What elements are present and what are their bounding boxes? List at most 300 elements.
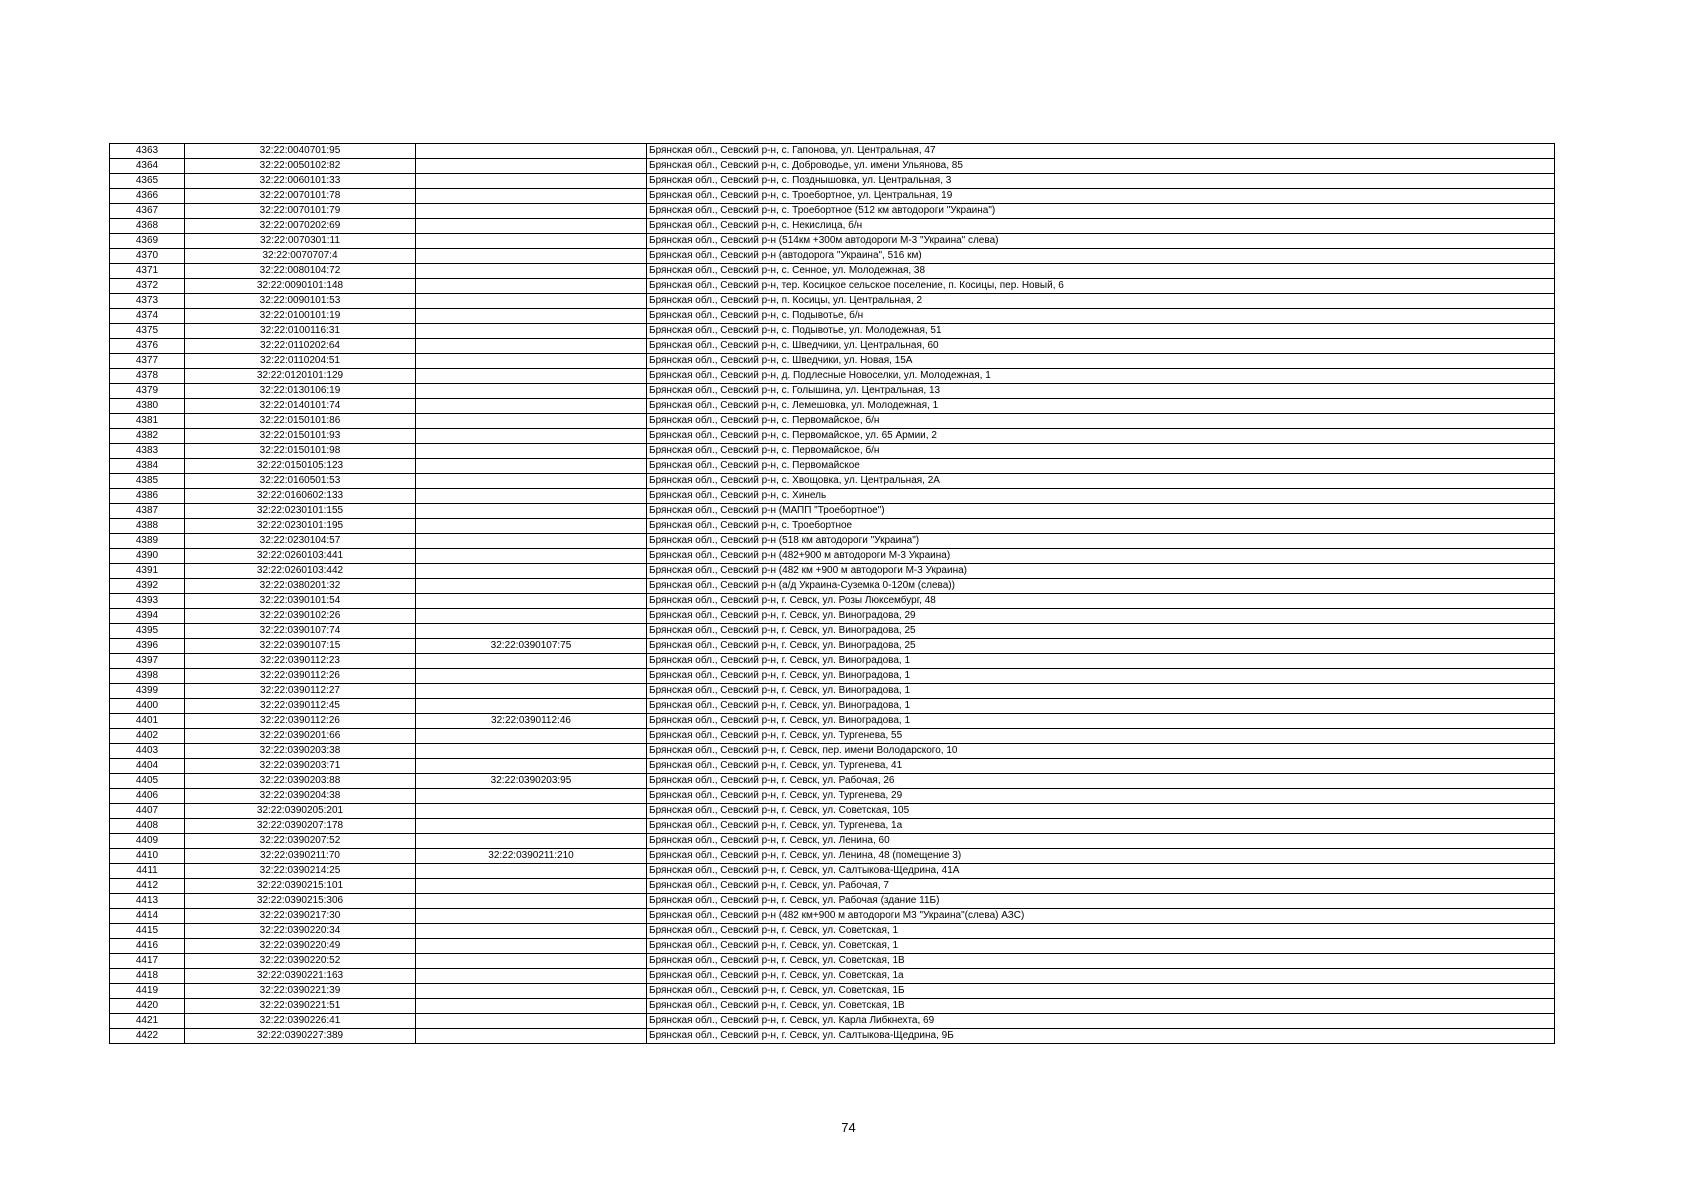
address-cell: Брянская обл., Севский р-н, с. Шведчики, ул. Центральная, 60	[647, 339, 1555, 354]
address-cell: Брянская обл., Севский р-н, г. Севск, ул. Виноградова, 25	[647, 624, 1555, 639]
row-number-cell: 4377	[110, 354, 185, 369]
cadastral-number-cell: 32:22:0160501:53	[185, 474, 416, 489]
address-cell: Брянская обл., Севский р-н (482 км +900 м автодороги М-3 Украина)	[647, 564, 1555, 579]
cadastral-number-cell: 32:22:0120101:129	[185, 369, 416, 384]
table-row	[110, 309, 1555, 324]
cadastral-number-cell: 32:22:0150105:123	[185, 459, 416, 474]
table-row	[110, 219, 1555, 234]
related-cadastral-number-cell	[416, 939, 647, 954]
cadastral-number-cell: 32:22:0100101:19	[185, 309, 416, 324]
related-cadastral-number-cell	[416, 429, 647, 444]
related-cadastral-number-cell: 32:22:0390107:75	[416, 639, 647, 654]
related-cadastral-number-cell	[416, 819, 647, 834]
related-cadastral-number-cell	[416, 399, 647, 414]
address-cell: Брянская обл., Севский р-н, г. Севск, ул. Советская, 1	[647, 939, 1555, 954]
cadastral-number-cell: 32:22:0390226:41	[185, 1014, 416, 1029]
address-cell: Брянская обл., Севский р-н, с. Первомайское, б/н	[647, 414, 1555, 429]
address-cell: Брянская обл., Севский р-н, г. Севск, ул. Виноградова, 1	[647, 654, 1555, 669]
related-cadastral-number-cell	[416, 549, 647, 564]
related-cadastral-number-cell	[416, 789, 647, 804]
row-number-cell: 4413	[110, 894, 185, 909]
row-number-cell: 4410	[110, 849, 185, 864]
address-cell: Брянская обл., Севский р-н, с. Позднышовка, ул. Центральная, 3	[647, 174, 1555, 189]
related-cadastral-number-cell	[416, 984, 647, 999]
address-cell: Брянская обл., Севский р-н, с. Лемешовка, ул. Молодежная, 1	[647, 399, 1555, 414]
cadastral-number-cell: 32:22:0130106:19	[185, 384, 416, 399]
table-row	[110, 834, 1555, 849]
related-cadastral-number-cell	[416, 279, 647, 294]
table-row	[110, 789, 1555, 804]
row-number-cell: 4414	[110, 909, 185, 924]
address-cell: Брянская обл., Севский р-н, г. Севск, ул. Виноградова, 29	[647, 609, 1555, 624]
row-number-cell: 4396	[110, 639, 185, 654]
related-cadastral-number-cell	[416, 294, 647, 309]
property-table	[109, 143, 1555, 1044]
related-cadastral-number-cell	[416, 339, 647, 354]
row-number-cell: 4416	[110, 939, 185, 954]
address-cell: Брянская обл., Севский р-н, с. Хинель	[647, 489, 1555, 504]
address-cell: Брянская обл., Севский р-н, п. Косицы, ул. Центральная, 2	[647, 294, 1555, 309]
table-row	[110, 774, 1555, 789]
row-number-cell: 4368	[110, 219, 185, 234]
related-cadastral-number-cell	[416, 744, 647, 759]
cadastral-number-cell: 32:22:0150101:86	[185, 414, 416, 429]
row-number-cell: 4364	[110, 159, 185, 174]
table-row	[110, 864, 1555, 879]
row-number-cell: 4369	[110, 234, 185, 249]
related-cadastral-number-cell	[416, 1029, 647, 1044]
table-row	[110, 504, 1555, 519]
cadastral-number-cell: 32:22:0390215:306	[185, 894, 416, 909]
address-cell: Брянская обл., Севский р-н, г. Севск, ул. Салтыкова-Щедрина, 41А	[647, 864, 1555, 879]
table-row	[110, 579, 1555, 594]
related-cadastral-number-cell	[416, 174, 647, 189]
address-cell: Брянская обл., Севский р-н, с. Подывотье, ул. Молодежная, 51	[647, 324, 1555, 339]
row-number-cell: 4383	[110, 444, 185, 459]
cadastral-number-cell: 32:22:0390203:71	[185, 759, 416, 774]
table-row	[110, 999, 1555, 1014]
row-number-cell: 4400	[110, 699, 185, 714]
address-cell: Брянская обл., Севский р-н, г. Севск, ул. Виноградова, 25	[647, 639, 1555, 654]
cadastral-number-cell: 32:22:0100116:31	[185, 324, 416, 339]
row-number-cell: 4388	[110, 519, 185, 534]
row-number-cell: 4422	[110, 1029, 185, 1044]
cadastral-number-cell: 32:22:0070707:4	[185, 249, 416, 264]
address-cell: Брянская обл., Севский р-н, г. Севск, ул. Советская, 1	[647, 924, 1555, 939]
table-row	[110, 144, 1555, 159]
table-row	[110, 759, 1555, 774]
address-cell: Брянская обл., Севский р-н, г. Севск, ул. Советская, 105	[647, 804, 1555, 819]
related-cadastral-number-cell	[416, 519, 647, 534]
related-cadastral-number-cell	[416, 534, 647, 549]
table-row	[110, 804, 1555, 819]
related-cadastral-number-cell	[416, 594, 647, 609]
row-number-cell: 4370	[110, 249, 185, 264]
address-cell: Брянская обл., Севский р-н (518 км автодороги "Украина")	[647, 534, 1555, 549]
row-number-cell: 4402	[110, 729, 185, 744]
cadastral-number-cell: 32:22:0260103:442	[185, 564, 416, 579]
address-cell: Брянская обл., Севский р-н, с. Голышина, ул. Центральная, 13	[647, 384, 1555, 399]
cadastral-number-cell: 32:22:0390207:178	[185, 819, 416, 834]
address-cell: Брянская обл., Севский р-н (а/д Украина-Суземка 0-120м (слева))	[647, 579, 1555, 594]
address-cell: Брянская обл., Севский р-н, с. Гапонова, ул. Центральная, 47	[647, 144, 1555, 159]
related-cadastral-number-cell	[416, 609, 647, 624]
address-cell: Брянская обл., Севский р-н, с. Шведчики, ул. Новая, 15А	[647, 354, 1555, 369]
address-cell: Брянская обл., Севский р-н, с. Троебортное, ул. Центральная, 19	[647, 189, 1555, 204]
address-cell: Брянская обл., Севский р-н, г. Севск, ул. Ленина, 60	[647, 834, 1555, 849]
address-cell: Брянская обл., Севский р-н, г. Севск, ул. Советская, 1Б	[647, 984, 1555, 999]
table-row	[110, 879, 1555, 894]
cadastral-number-cell: 32:22:0390221:163	[185, 969, 416, 984]
row-number-cell: 4406	[110, 789, 185, 804]
row-number-cell: 4367	[110, 204, 185, 219]
table-row	[110, 204, 1555, 219]
address-cell: Брянская обл., Севский р-н, г. Севск, ул. Салтыкова-Щедрина, 9Б	[647, 1029, 1555, 1044]
address-cell: Брянская обл., Севский р-н, г. Севск, ул. Тургенева, 29	[647, 789, 1555, 804]
row-number-cell: 4418	[110, 969, 185, 984]
row-number-cell: 4415	[110, 924, 185, 939]
table-row	[110, 909, 1555, 924]
cadastral-number-cell: 32:22:0390221:39	[185, 984, 416, 999]
row-number-cell: 4384	[110, 459, 185, 474]
cadastral-number-cell: 32:22:0160602:133	[185, 489, 416, 504]
cadastral-number-cell: 32:22:0070101:78	[185, 189, 416, 204]
table-row	[110, 249, 1555, 264]
related-cadastral-number-cell	[416, 954, 647, 969]
cadastral-number-cell: 32:22:0150101:93	[185, 429, 416, 444]
address-cell: Брянская обл., Севский р-н (482 км+900 м автодороги М3 "Украина"(слева) АЗС)	[647, 909, 1555, 924]
address-cell: Брянская обл., Севский р-н, с. Некислица, б/н	[647, 219, 1555, 234]
address-cell: Брянская обл., Севский р-н, д. Подлесные Новоселки, ул. Молодежная, 1	[647, 369, 1555, 384]
table-row	[110, 639, 1555, 654]
related-cadastral-number-cell	[416, 684, 647, 699]
cadastral-number-cell: 32:22:0390215:101	[185, 879, 416, 894]
cadastral-number-cell: 32:22:0390112:26	[185, 669, 416, 684]
table-row	[110, 744, 1555, 759]
cadastral-number-cell: 32:22:0380201:32	[185, 579, 416, 594]
related-cadastral-number-cell	[416, 804, 647, 819]
related-cadastral-number-cell	[416, 579, 647, 594]
related-cadastral-number-cell	[416, 219, 647, 234]
table-row	[110, 474, 1555, 489]
row-number-cell: 4408	[110, 819, 185, 834]
row-number-cell: 4365	[110, 174, 185, 189]
cadastral-number-cell: 32:22:0060101:33	[185, 174, 416, 189]
related-cadastral-number-cell	[416, 384, 647, 399]
related-cadastral-number-cell	[416, 1014, 647, 1029]
related-cadastral-number-cell	[416, 234, 647, 249]
row-number-cell: 4366	[110, 189, 185, 204]
cadastral-number-cell: 32:22:0390207:52	[185, 834, 416, 849]
address-cell: Брянская обл., Севский р-н, тер. Косицкое сельское поселение, п. Косицы, пер. Новый, 6	[647, 279, 1555, 294]
cadastral-number-cell: 32:22:0080104:72	[185, 264, 416, 279]
property-table-body	[110, 144, 1555, 1044]
address-cell: Брянская обл., Севский р-н, с. Подывотье, б/н	[647, 309, 1555, 324]
table-row	[110, 549, 1555, 564]
address-cell: Брянская обл., Севский р-н, г. Севск, ул. Тургенева, 41	[647, 759, 1555, 774]
table-row	[110, 939, 1555, 954]
table-row	[110, 564, 1555, 579]
row-number-cell: 4398	[110, 669, 185, 684]
row-number-cell: 4399	[110, 684, 185, 699]
related-cadastral-number-cell	[416, 924, 647, 939]
row-number-cell: 4379	[110, 384, 185, 399]
row-number-cell: 4391	[110, 564, 185, 579]
related-cadastral-number-cell	[416, 489, 647, 504]
address-cell: Брянская обл., Севский р-н, с. Первомайское, б/н	[647, 444, 1555, 459]
cadastral-number-cell: 32:22:0390203:88	[185, 774, 416, 789]
related-cadastral-number-cell	[416, 969, 647, 984]
cadastral-number-cell: 32:22:0390220:52	[185, 954, 416, 969]
row-number-cell: 4412	[110, 879, 185, 894]
row-number-cell: 4409	[110, 834, 185, 849]
address-cell: Брянская обл., Севский р-н, г. Севск, ул. Виноградова, 1	[647, 714, 1555, 729]
address-cell: Брянская обл., Севский р-н, г. Севск, ул. Рабочая (здание 11Б)	[647, 894, 1555, 909]
related-cadastral-number-cell	[416, 894, 647, 909]
related-cadastral-number-cell	[416, 204, 647, 219]
related-cadastral-number-cell	[416, 414, 647, 429]
row-number-cell: 4386	[110, 489, 185, 504]
cadastral-number-cell: 32:22:0230101:195	[185, 519, 416, 534]
related-cadastral-number-cell	[416, 864, 647, 879]
cadastral-number-cell: 32:22:0390107:74	[185, 624, 416, 639]
related-cadastral-number-cell	[416, 369, 647, 384]
table-row	[110, 354, 1555, 369]
table-row	[110, 594, 1555, 609]
cadastral-number-cell: 32:22:0070202:69	[185, 219, 416, 234]
table-row	[110, 234, 1555, 249]
cadastral-number-cell: 32:22:0390112:23	[185, 654, 416, 669]
table-row	[110, 429, 1555, 444]
row-number-cell: 4395	[110, 624, 185, 639]
cadastral-number-cell: 32:22:0390211:70	[185, 849, 416, 864]
table-row	[110, 654, 1555, 669]
cadastral-number-cell: 32:22:0390217:30	[185, 909, 416, 924]
row-number-cell: 4393	[110, 594, 185, 609]
cadastral-number-cell: 32:22:0150101:98	[185, 444, 416, 459]
related-cadastral-number-cell	[416, 144, 647, 159]
table-row	[110, 534, 1555, 549]
row-number-cell: 4404	[110, 759, 185, 774]
address-cell: Брянская обл., Севский р-н, г. Севск, пер. имени Володарского, 10	[647, 744, 1555, 759]
table-row	[110, 699, 1555, 714]
table-row	[110, 624, 1555, 639]
table-row	[110, 894, 1555, 909]
cadastral-number-cell: 32:22:0390107:15	[185, 639, 416, 654]
address-cell: Брянская обл., Севский р-н, г. Севск, ул. Тургенева, 55	[647, 729, 1555, 744]
related-cadastral-number-cell	[416, 669, 647, 684]
address-cell: Брянская обл., Севский р-н, с. Троебортное	[647, 519, 1555, 534]
address-cell: Брянская обл., Севский р-н, г. Севск, ул. Виноградова, 1	[647, 669, 1555, 684]
related-cadastral-number-cell: 32:22:0390203:95	[416, 774, 647, 789]
table-row	[110, 729, 1555, 744]
related-cadastral-number-cell	[416, 999, 647, 1014]
table-row	[110, 984, 1555, 999]
related-cadastral-number-cell	[416, 324, 647, 339]
related-cadastral-number-cell	[416, 564, 647, 579]
row-number-cell: 4421	[110, 1014, 185, 1029]
related-cadastral-number-cell	[416, 249, 647, 264]
row-number-cell: 4373	[110, 294, 185, 309]
cadastral-number-cell: 32:22:0140101:74	[185, 399, 416, 414]
table-row	[110, 384, 1555, 399]
related-cadastral-number-cell	[416, 504, 647, 519]
table-row	[110, 324, 1555, 339]
page-number: 74	[841, 1120, 856, 1135]
row-number-cell: 4405	[110, 774, 185, 789]
row-number-cell: 4390	[110, 549, 185, 564]
address-cell: Брянская обл., Севский р-н, с. Первомайское	[647, 459, 1555, 474]
row-number-cell: 4387	[110, 504, 185, 519]
cadastral-number-cell: 32:22:0070101:79	[185, 204, 416, 219]
table-row	[110, 819, 1555, 834]
row-number-cell: 4382	[110, 429, 185, 444]
table-row	[110, 339, 1555, 354]
cadastral-number-cell: 32:22:0230104:57	[185, 534, 416, 549]
row-number-cell: 4375	[110, 324, 185, 339]
row-number-cell: 4363	[110, 144, 185, 159]
row-number-cell: 4392	[110, 579, 185, 594]
table-row	[110, 399, 1555, 414]
cadastral-number-cell: 32:22:0090101:148	[185, 279, 416, 294]
table-row	[110, 279, 1555, 294]
cadastral-number-cell: 32:22:0110202:64	[185, 339, 416, 354]
related-cadastral-number-cell	[416, 879, 647, 894]
related-cadastral-number-cell	[416, 834, 647, 849]
address-cell: Брянская обл., Севский р-н (автодорога "Украина", 516 км)	[647, 249, 1555, 264]
address-cell: Брянская обл., Севский р-н, г. Севск, ул. Рабочая, 7	[647, 879, 1555, 894]
address-cell: Брянская обл., Севский р-н, с. Первомайское, ул. 65 Армии, 2	[647, 429, 1555, 444]
cadastral-number-cell: 32:22:0390205:201	[185, 804, 416, 819]
table-row	[110, 264, 1555, 279]
cadastral-number-cell: 32:22:0110204:51	[185, 354, 416, 369]
related-cadastral-number-cell	[416, 189, 647, 204]
table-row	[110, 444, 1555, 459]
table-row	[110, 669, 1555, 684]
address-cell: Брянская обл., Севский р-н (МАПП "Троебортное")	[647, 504, 1555, 519]
table-row	[110, 159, 1555, 174]
address-cell: Брянская обл., Севский р-н, г. Севск, ул. Виноградова, 1	[647, 699, 1555, 714]
related-cadastral-number-cell	[416, 759, 647, 774]
row-number-cell: 4417	[110, 954, 185, 969]
table-row	[110, 414, 1555, 429]
table-row	[110, 174, 1555, 189]
row-number-cell: 4378	[110, 369, 185, 384]
row-number-cell: 4381	[110, 414, 185, 429]
cadastral-number-cell: 32:22:0390204:38	[185, 789, 416, 804]
row-number-cell: 4371	[110, 264, 185, 279]
related-cadastral-number-cell	[416, 459, 647, 474]
address-cell: Брянская обл., Севский р-н, г. Севск, ул. Тургенева, 1а	[647, 819, 1555, 834]
related-cadastral-number-cell	[416, 654, 647, 669]
cadastral-number-cell: 32:22:0040701:95	[185, 144, 416, 159]
cadastral-number-cell: 32:22:0390220:49	[185, 939, 416, 954]
table-row	[110, 294, 1555, 309]
table-row	[110, 684, 1555, 699]
address-cell: Брянская обл., Севский р-н, г. Севск, ул. Карла Либкнехта, 69	[647, 1014, 1555, 1029]
table-row	[110, 714, 1555, 729]
cadastral-number-cell: 32:22:0230101:155	[185, 504, 416, 519]
address-cell: Брянская обл., Севский р-н, с. Троебортное (512 км автодороги "Украина")	[647, 204, 1555, 219]
address-cell: Брянская обл., Севский р-н, с. Доброводье, ул. имени Ульянова, 85	[647, 159, 1555, 174]
cadastral-number-cell: 32:22:0090101:53	[185, 294, 416, 309]
address-cell: Брянская обл., Севский р-н, г. Севск, ул. Виноградова, 1	[647, 684, 1555, 699]
cadastral-number-cell: 32:22:0390220:34	[185, 924, 416, 939]
row-number-cell: 4420	[110, 999, 185, 1014]
cadastral-number-cell: 32:22:0390112:26	[185, 714, 416, 729]
row-number-cell: 4385	[110, 474, 185, 489]
address-cell: Брянская обл., Севский р-н (482+900 м автодороги М-3 Украина)	[647, 549, 1555, 564]
table-row	[110, 459, 1555, 474]
row-number-cell: 4403	[110, 744, 185, 759]
row-number-cell: 4407	[110, 804, 185, 819]
related-cadastral-number-cell	[416, 444, 647, 459]
address-cell: Брянская обл., Севский р-н, г. Севск, ул. Ленина, 48 (помещение 3)	[647, 849, 1555, 864]
cadastral-number-cell: 32:22:0390201:66	[185, 729, 416, 744]
cadastral-number-cell: 32:22:0260103:441	[185, 549, 416, 564]
row-number-cell: 4397	[110, 654, 185, 669]
cadastral-number-cell: 32:22:0390101:54	[185, 594, 416, 609]
row-number-cell: 4380	[110, 399, 185, 414]
related-cadastral-number-cell	[416, 624, 647, 639]
table-row	[110, 849, 1555, 864]
table-row	[110, 189, 1555, 204]
related-cadastral-number-cell	[416, 699, 647, 714]
cadastral-number-cell: 32:22:0070301:11	[185, 234, 416, 249]
cadastral-number-cell: 32:22:0390102:26	[185, 609, 416, 624]
related-cadastral-number-cell	[416, 474, 647, 489]
cadastral-number-cell: 32:22:0390214:25	[185, 864, 416, 879]
table-row	[110, 609, 1555, 624]
row-number-cell: 4389	[110, 534, 185, 549]
row-number-cell: 4419	[110, 984, 185, 999]
table-row	[110, 489, 1555, 504]
row-number-cell: 4376	[110, 339, 185, 354]
related-cadastral-number-cell	[416, 159, 647, 174]
cadastral-number-cell: 32:22:0050102:82	[185, 159, 416, 174]
related-cadastral-number-cell	[416, 264, 647, 279]
table-row	[110, 924, 1555, 939]
related-cadastral-number-cell: 32:22:0390211:210	[416, 849, 647, 864]
cadastral-number-cell: 32:22:0390227:389	[185, 1029, 416, 1044]
related-cadastral-number-cell: 32:22:0390112:46	[416, 714, 647, 729]
table-row	[110, 1014, 1555, 1029]
row-number-cell: 4394	[110, 609, 185, 624]
address-cell: Брянская обл., Севский р-н (514км +300м автодороги М-3 "Украина" слева)	[647, 234, 1555, 249]
row-number-cell: 4372	[110, 279, 185, 294]
address-cell: Брянская обл., Севский р-н, с. Сенное, ул. Молодежная, 38	[647, 264, 1555, 279]
table-row	[110, 954, 1555, 969]
address-cell: Брянская обл., Севский р-н, с. Хвощовка, ул. Центральная, 2А	[647, 474, 1555, 489]
address-cell: Брянская обл., Севский р-н, г. Севск, ул. Советская, 1В	[647, 999, 1555, 1014]
cadastral-number-cell: 32:22:0390112:27	[185, 684, 416, 699]
cadastral-number-cell: 32:22:0390221:51	[185, 999, 416, 1014]
address-cell: Брянская обл., Севский р-н, г. Севск, ул. Рабочая, 26	[647, 774, 1555, 789]
address-cell: Брянская обл., Севский р-н, г. Севск, ул. Советская, 1В	[647, 954, 1555, 969]
row-number-cell: 4411	[110, 864, 185, 879]
table-row	[110, 969, 1555, 984]
table-row	[110, 1029, 1555, 1044]
table-row	[110, 369, 1555, 384]
cadastral-number-cell: 32:22:0390203:38	[185, 744, 416, 759]
related-cadastral-number-cell	[416, 909, 647, 924]
address-cell: Брянская обл., Севский р-н, г. Севск, ул. Советская, 1а	[647, 969, 1555, 984]
related-cadastral-number-cell	[416, 729, 647, 744]
related-cadastral-number-cell	[416, 354, 647, 369]
table-row	[110, 519, 1555, 534]
related-cadastral-number-cell	[416, 309, 647, 324]
row-number-cell: 4401	[110, 714, 185, 729]
